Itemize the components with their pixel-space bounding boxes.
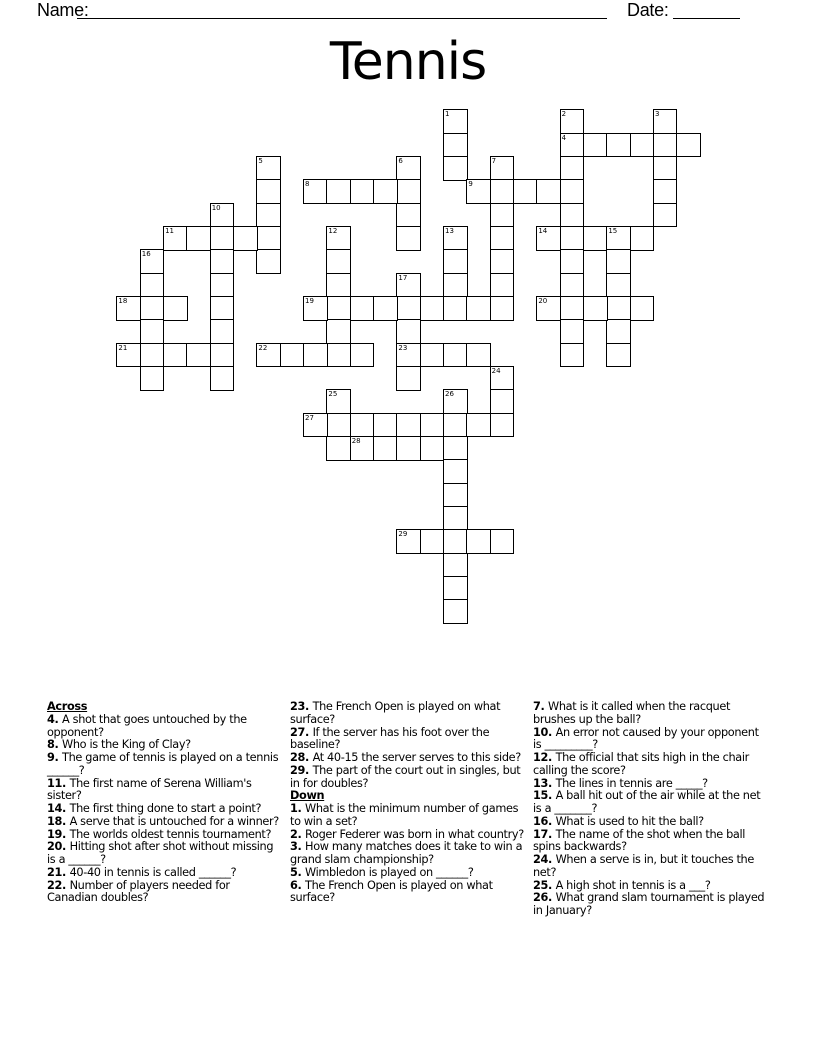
clue-text: The first name of Serena William's sister? bbox=[47, 776, 252, 803]
clue-number: 20 bbox=[47, 840, 63, 854]
grid-cell[interactable] bbox=[396, 203, 421, 228]
clue-number-label: 16 bbox=[141, 250, 151, 259]
clue-number-label: 5 bbox=[258, 157, 263, 166]
grid-cell[interactable] bbox=[630, 133, 655, 158]
clue-text: A serve that is untouched for a winner? bbox=[69, 814, 279, 828]
grid-cell[interactable] bbox=[396, 529, 421, 554]
grid-cell[interactable] bbox=[326, 413, 351, 438]
grid-cell[interactable] bbox=[116, 296, 141, 321]
clue-number: 2 bbox=[290, 827, 298, 841]
grid-cell[interactable] bbox=[396, 226, 421, 251]
clue-number-dot: . bbox=[548, 776, 556, 790]
clue-text: The official that sits high in the chair calling the score? bbox=[533, 751, 749, 777]
clue-text: The part of the court out in singles, but in for doubles? bbox=[290, 763, 521, 790]
clue-number-label: 10 bbox=[211, 203, 221, 212]
clue-number-dot: . bbox=[305, 751, 313, 764]
grid-cell[interactable] bbox=[373, 179, 398, 204]
clue-text: A shot that goes untouched by the opponent? bbox=[47, 712, 247, 739]
clue-number-dot: . bbox=[62, 802, 70, 815]
clue-number-label: 9 bbox=[468, 180, 473, 189]
clue-text: 40-40 in tennis is called ______? bbox=[69, 865, 237, 879]
grid-cell[interactable] bbox=[560, 203, 585, 228]
grid-cell[interactable] bbox=[653, 203, 678, 228]
clue-across bbox=[47, 752, 282, 778]
grid-cell[interactable] bbox=[326, 296, 351, 321]
grid-cell[interactable] bbox=[396, 296, 421, 321]
clue-number-dot: . bbox=[297, 827, 306, 841]
grid-cell[interactable] bbox=[256, 249, 281, 274]
grid-cell[interactable] bbox=[163, 296, 188, 321]
clue-number-label: 1 bbox=[445, 110, 450, 119]
clue-text: The lines in tennis are _____? bbox=[555, 776, 708, 790]
clue-down bbox=[533, 790, 768, 816]
clue-number: 1 bbox=[290, 802, 298, 815]
grid-cell[interactable] bbox=[560, 249, 585, 274]
grid-cell[interactable] bbox=[373, 296, 398, 321]
grid-cell[interactable] bbox=[350, 179, 375, 204]
grid-cell[interactable] bbox=[536, 179, 561, 204]
clue-text: If the server has his foot over the baseline? bbox=[290, 725, 490, 752]
clue-number-dot: . bbox=[548, 891, 556, 905]
grid-cell[interactable] bbox=[443, 553, 468, 578]
clue-number-dot: . bbox=[548, 853, 556, 866]
clue-across bbox=[47, 841, 282, 867]
grid-cell[interactable] bbox=[466, 179, 491, 204]
clue-number: 21 bbox=[47, 865, 63, 879]
grid-cell[interactable] bbox=[490, 413, 515, 438]
clue-number-dot: . bbox=[297, 840, 306, 854]
grid-cell[interactable] bbox=[373, 413, 398, 438]
grid-cell[interactable] bbox=[256, 179, 281, 204]
clue-text: Hitting shot after shot without missing is a ______? bbox=[47, 840, 274, 866]
grid-cell[interactable] bbox=[140, 366, 165, 391]
grid-cell[interactable] bbox=[443, 109, 468, 134]
clue-number-label: 8 bbox=[305, 180, 310, 189]
clue-text: A high shot in tennis is a ___? bbox=[555, 878, 711, 892]
clue-across bbox=[290, 727, 525, 753]
grid-cell[interactable] bbox=[490, 529, 515, 554]
grid-cell[interactable] bbox=[466, 296, 491, 321]
grid-cell[interactable] bbox=[326, 343, 351, 368]
across-heading: Across bbox=[47, 700, 88, 713]
clue-number-dot: . bbox=[62, 878, 70, 892]
clue-text: At 40-15 the server serves to this side? bbox=[312, 751, 521, 764]
grid-cell[interactable] bbox=[326, 273, 351, 298]
grid-cell[interactable] bbox=[140, 319, 165, 344]
clue-number: 28 bbox=[290, 751, 306, 764]
clue-text: The game of tennis is played on a tennis ______? bbox=[47, 751, 279, 777]
clue-number: 3 bbox=[290, 840, 298, 854]
clue-number-label: 22 bbox=[258, 343, 268, 352]
grid-cell[interactable] bbox=[256, 343, 281, 368]
grid-cell[interactable] bbox=[560, 109, 585, 134]
clue-number-dot: . bbox=[305, 700, 313, 713]
down-heading: Down bbox=[290, 789, 325, 803]
grid-cell[interactable] bbox=[420, 413, 445, 438]
clue-down bbox=[533, 701, 768, 727]
clue-text: The name of the shot when the ball spins backwards? bbox=[533, 827, 746, 854]
grid-cell[interactable] bbox=[350, 343, 375, 368]
clue-number-dot: . bbox=[297, 865, 306, 879]
clue-number-label: 27 bbox=[305, 413, 314, 422]
grid-cell[interactable] bbox=[326, 389, 351, 414]
clue-number: 11 bbox=[47, 776, 63, 790]
grid-cell[interactable] bbox=[256, 226, 281, 251]
grid-cell[interactable] bbox=[233, 226, 258, 251]
clue-number-dot: . bbox=[62, 865, 70, 879]
clue-number-label: 4 bbox=[561, 133, 567, 142]
clue-text: The first thing done to start a point? bbox=[69, 802, 262, 815]
grid-cell[interactable] bbox=[443, 389, 468, 414]
clue-number-dot: . bbox=[297, 878, 306, 892]
clue-number: 26 bbox=[533, 891, 549, 905]
clue-number: 24 bbox=[533, 853, 549, 866]
grid-cell[interactable] bbox=[256, 156, 281, 181]
clue-number-dot: . bbox=[548, 878, 556, 892]
clue-number-dot: . bbox=[62, 776, 70, 790]
clue-number-dot: . bbox=[305, 725, 313, 739]
grid-cell[interactable] bbox=[606, 343, 631, 368]
clue-number: 7 bbox=[533, 700, 541, 713]
clue-text: What is it called when the racquet brushes up the ball? bbox=[533, 700, 731, 726]
clue-number: 4 bbox=[47, 712, 55, 726]
grid-cell[interactable] bbox=[256, 203, 281, 228]
grid-cell[interactable] bbox=[536, 296, 561, 321]
clue-number-dot: . bbox=[54, 751, 63, 764]
grid-cell[interactable] bbox=[163, 226, 188, 251]
grid-cell[interactable] bbox=[140, 296, 165, 321]
grid-cell[interactable] bbox=[560, 156, 585, 181]
clue-number: 25 bbox=[533, 878, 549, 892]
clues-column-1 bbox=[47, 701, 282, 905]
clue-number: 8 bbox=[47, 738, 55, 752]
clue-number-label: 24 bbox=[491, 367, 501, 376]
clue-number: 10 bbox=[533, 725, 549, 739]
grid-cell[interactable] bbox=[396, 366, 421, 391]
clue-down bbox=[290, 803, 525, 829]
grid-cell[interactable] bbox=[420, 343, 445, 368]
clue-text: How many matches does it take to win a grand slam championship? bbox=[290, 840, 523, 866]
grid-cell[interactable] bbox=[326, 319, 351, 344]
grid-cell[interactable] bbox=[606, 226, 631, 251]
clue-number: 27 bbox=[290, 725, 306, 739]
clue-number: 6 bbox=[290, 878, 298, 892]
clue-number-label: 7 bbox=[491, 157, 497, 166]
clue-down bbox=[533, 829, 768, 855]
clue-number-label: 2 bbox=[561, 110, 567, 119]
grid-cell[interactable] bbox=[303, 179, 328, 204]
clue-number: 5 bbox=[290, 865, 298, 879]
clue-down bbox=[533, 892, 768, 918]
grid-cell[interactable] bbox=[676, 133, 701, 158]
grid-cell[interactable] bbox=[466, 343, 491, 368]
grid-cell[interactable] bbox=[653, 133, 678, 158]
grid-cell[interactable] bbox=[396, 273, 421, 298]
clue-number-label: 23 bbox=[398, 343, 408, 352]
grid-cell[interactable] bbox=[443, 506, 468, 531]
grid-cell[interactable] bbox=[443, 413, 468, 438]
clue-number: 16 bbox=[533, 814, 549, 828]
grid-cell[interactable] bbox=[443, 576, 468, 601]
clue-number-label: 12 bbox=[328, 227, 338, 236]
grid-cell[interactable] bbox=[420, 529, 445, 554]
clue-number: 17 bbox=[533, 827, 549, 841]
page-title: Tennis bbox=[329, 32, 487, 92]
grid-cell[interactable] bbox=[140, 249, 165, 274]
grid-cell[interactable] bbox=[583, 226, 608, 251]
clue-number-label: 13 bbox=[445, 227, 454, 236]
clue-number-label: 14 bbox=[538, 227, 548, 236]
clue-across bbox=[290, 701, 525, 727]
clue-number-dot: . bbox=[62, 827, 70, 841]
clue-number-dot: . bbox=[540, 700, 549, 713]
grid-cell[interactable] bbox=[560, 273, 585, 298]
grid-cell[interactable] bbox=[116, 343, 141, 368]
grid-cell[interactable] bbox=[396, 436, 421, 461]
grid-cell[interactable] bbox=[210, 203, 235, 228]
grid-cell[interactable] bbox=[443, 436, 468, 461]
date-label: Date: bbox=[627, 0, 669, 20]
clue-number: 23 bbox=[290, 700, 306, 713]
grid-cell[interactable] bbox=[373, 436, 398, 461]
clue-number-label: 18 bbox=[118, 297, 128, 306]
grid-cell[interactable] bbox=[560, 296, 585, 321]
clue-text: When a serve is in, but it touches the net? bbox=[533, 853, 754, 879]
grid-cell[interactable] bbox=[466, 529, 491, 554]
grid-cell[interactable] bbox=[653, 156, 678, 181]
grid-cell[interactable] bbox=[490, 179, 515, 204]
clue-number: 29 bbox=[290, 763, 306, 777]
clues-column-3 bbox=[533, 701, 768, 918]
grid-cell[interactable] bbox=[443, 483, 468, 508]
clue-down bbox=[290, 841, 525, 867]
clue-across bbox=[290, 765, 525, 791]
grid-cell[interactable] bbox=[326, 226, 351, 251]
name-label: Name: bbox=[37, 0, 89, 20]
clue-text: The French Open is played on what surface? bbox=[290, 878, 493, 905]
grid-cell[interactable] bbox=[443, 226, 468, 251]
grid-cell[interactable] bbox=[396, 319, 421, 344]
clue-down bbox=[533, 727, 768, 753]
clue-text: A ball hit out of the air while at the net is a _______? bbox=[533, 789, 761, 815]
clue-number-dot: . bbox=[548, 725, 556, 739]
grid-cell[interactable] bbox=[653, 109, 678, 134]
grid-cell[interactable] bbox=[490, 249, 515, 274]
clue-number-dot: . bbox=[297, 802, 306, 815]
grid-cell[interactable] bbox=[396, 413, 421, 438]
clue-number-label: 28 bbox=[351, 437, 361, 446]
clue-number-label: 3 bbox=[654, 110, 660, 119]
grid-cell[interactable] bbox=[583, 133, 608, 158]
grid-cell[interactable] bbox=[560, 226, 585, 251]
grid-cell[interactable] bbox=[396, 179, 421, 204]
grid-cell[interactable] bbox=[140, 343, 165, 368]
clue-number-dot: . bbox=[548, 751, 556, 764]
grid-cell[interactable] bbox=[466, 413, 491, 438]
grid-cell[interactable] bbox=[490, 296, 515, 321]
clue-text: Who is the King of Clay? bbox=[62, 738, 191, 752]
clue-number: 14 bbox=[47, 802, 63, 815]
clue-text: What is used to hit the ball? bbox=[555, 814, 704, 828]
clue-text: What grand slam tournament is played in January? bbox=[533, 891, 765, 917]
clue-across bbox=[47, 880, 282, 906]
grid-cell[interactable] bbox=[443, 599, 468, 624]
clue-number-label: 19 bbox=[305, 297, 314, 306]
clue-number-label: 6 bbox=[398, 157, 403, 166]
grid-cell[interactable] bbox=[490, 156, 515, 181]
clue-number-dot: . bbox=[548, 827, 556, 841]
clue-number: 22 bbox=[47, 878, 63, 892]
clue-number-label: 15 bbox=[608, 227, 618, 236]
grid-cell[interactable] bbox=[210, 249, 235, 274]
grid-cell[interactable] bbox=[443, 343, 468, 368]
clue-number-label: 17 bbox=[398, 273, 408, 282]
grid-cell[interactable] bbox=[326, 179, 351, 204]
clue-number-label: 20 bbox=[538, 297, 548, 306]
grid-cell[interactable] bbox=[653, 179, 678, 204]
grid-cell[interactable] bbox=[186, 226, 211, 251]
grid-cell[interactable] bbox=[606, 133, 631, 158]
grid-cell[interactable] bbox=[606, 249, 631, 274]
grid-cell[interactable] bbox=[443, 273, 468, 298]
grid-cell[interactable] bbox=[210, 366, 235, 391]
grid-cell[interactable] bbox=[490, 226, 515, 251]
clue-number: 15 bbox=[533, 789, 549, 803]
grid-cell[interactable] bbox=[210, 296, 235, 321]
clue-down bbox=[533, 752, 768, 778]
grid-cell[interactable] bbox=[210, 343, 235, 368]
grid-cell[interactable] bbox=[396, 343, 421, 368]
clue-number-label: 25 bbox=[328, 390, 338, 399]
grid-cell[interactable] bbox=[560, 179, 585, 204]
grid-cell[interactable] bbox=[606, 296, 631, 321]
grid-cell[interactable] bbox=[326, 436, 351, 461]
clue-number: 19 bbox=[47, 827, 63, 841]
grid-cell[interactable] bbox=[606, 273, 631, 298]
clue-number-dot: . bbox=[62, 814, 70, 828]
grid-cell[interactable] bbox=[560, 343, 585, 368]
grid-cell[interactable] bbox=[560, 133, 585, 158]
grid-cell[interactable] bbox=[350, 436, 375, 461]
clue-number-label: 26 bbox=[445, 390, 454, 399]
clue-down bbox=[533, 854, 768, 880]
clue-text: What is the minimum number of games to win a set? bbox=[290, 802, 519, 828]
grid-cell[interactable] bbox=[280, 343, 305, 368]
grid-cell[interactable] bbox=[210, 319, 235, 344]
clue-down bbox=[290, 880, 525, 906]
grid-cell[interactable] bbox=[443, 296, 468, 321]
grid-cell[interactable] bbox=[560, 319, 585, 344]
clue-number-label: 29 bbox=[398, 530, 408, 539]
clue-text: Number of players needed for Canadian doubles? bbox=[47, 878, 230, 905]
grid-cell[interactable] bbox=[420, 296, 445, 321]
grid-cell[interactable] bbox=[303, 343, 328, 368]
clue-number-dot: . bbox=[62, 840, 70, 854]
grid-cell[interactable] bbox=[210, 226, 235, 251]
grid-cell[interactable] bbox=[583, 296, 608, 321]
clue-number-dot: . bbox=[548, 814, 556, 828]
grid-cell[interactable] bbox=[443, 156, 468, 181]
clue-number-label: 11 bbox=[165, 227, 174, 236]
grid-cell[interactable] bbox=[163, 343, 188, 368]
clue-number-dot: . bbox=[54, 712, 63, 726]
grid-cell[interactable] bbox=[443, 529, 468, 554]
clue-number-dot: . bbox=[54, 738, 63, 752]
grid-cell[interactable] bbox=[210, 273, 235, 298]
grid-cell[interactable] bbox=[490, 389, 515, 414]
grid-cell[interactable] bbox=[350, 413, 375, 438]
clue-number: 18 bbox=[47, 814, 63, 828]
clue-number: 9 bbox=[47, 751, 55, 764]
grid-cell[interactable] bbox=[443, 249, 468, 274]
grid-cell[interactable] bbox=[396, 156, 421, 181]
clue-number: 12 bbox=[533, 751, 549, 764]
clue-number-dot: . bbox=[305, 763, 313, 777]
grid-cell[interactable] bbox=[303, 413, 328, 438]
clue-text: An error not caused by your opponent is _________? bbox=[533, 725, 759, 752]
grid-cell[interactable] bbox=[326, 249, 351, 274]
grid-cell[interactable] bbox=[186, 343, 211, 368]
clue-text: The French Open is played on what surface? bbox=[290, 700, 501, 726]
grid-cell[interactable] bbox=[630, 296, 655, 321]
clue-across bbox=[47, 714, 282, 740]
grid-cell[interactable] bbox=[490, 273, 515, 298]
grid-cell[interactable] bbox=[536, 226, 561, 251]
grid-cell[interactable] bbox=[606, 319, 631, 344]
clue-number-label: 21 bbox=[118, 343, 128, 352]
grid-cell[interactable] bbox=[443, 459, 468, 484]
grid-cell[interactable] bbox=[420, 436, 445, 461]
grid-cell[interactable] bbox=[513, 179, 538, 204]
clue-across bbox=[47, 778, 282, 804]
grid-cell[interactable] bbox=[490, 203, 515, 228]
grid-cell[interactable] bbox=[303, 296, 328, 321]
clue-number-dot: . bbox=[548, 789, 556, 803]
grid-cell[interactable] bbox=[630, 226, 655, 251]
clue-text: Wimbledon is played on ______? bbox=[305, 865, 474, 879]
clue-text: Roger Federer was born in what country? bbox=[305, 827, 524, 841]
grid-cell[interactable] bbox=[490, 366, 515, 391]
grid-cell[interactable] bbox=[350, 296, 375, 321]
grid-cell[interactable] bbox=[140, 273, 165, 298]
grid-cell[interactable] bbox=[443, 133, 468, 158]
clues-column-2 bbox=[290, 701, 525, 905]
clue-text: The worlds oldest tennis tournament? bbox=[69, 827, 272, 841]
clue-number: 13 bbox=[533, 776, 549, 790]
